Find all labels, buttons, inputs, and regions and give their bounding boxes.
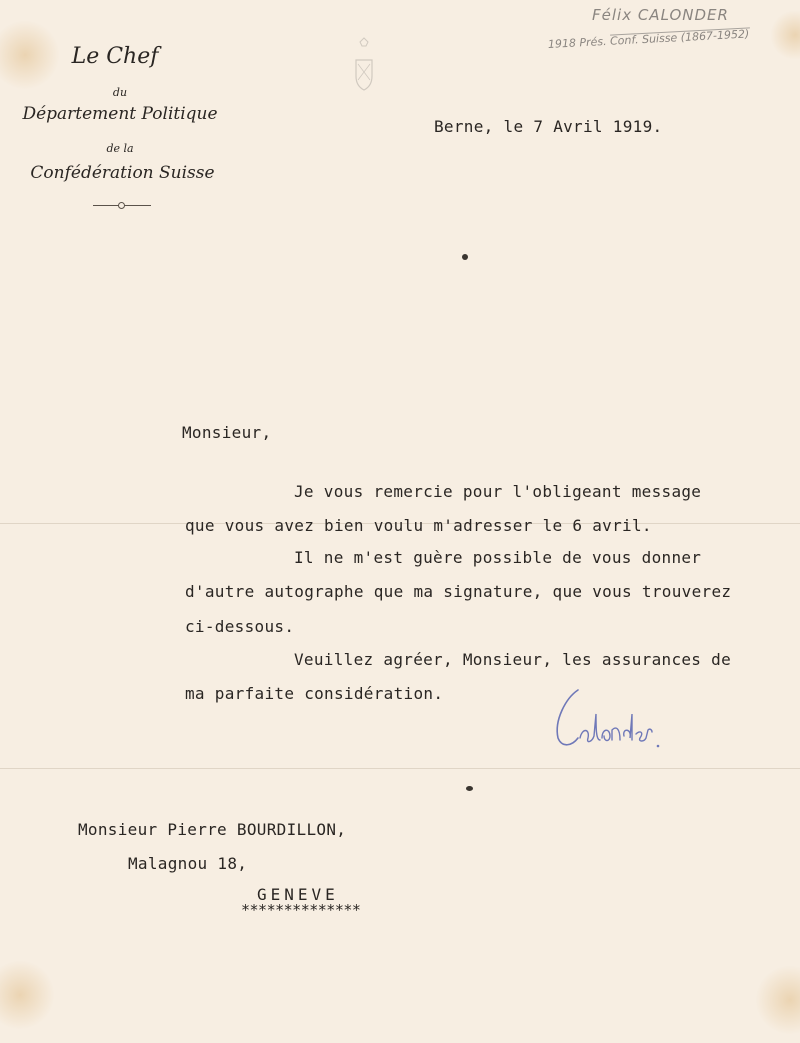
body-line: d'autre autographe que ma signature, que vous trouverez (185, 582, 732, 601)
date-line: Berne, le 7 Avril 1919. (434, 117, 663, 136)
letterhead-department: Département Politique (22, 104, 218, 124)
paper-stain (0, 960, 55, 1030)
address-recipient: Monsieur Pierre BOURDILLON, (78, 820, 347, 839)
body-line: ma parfaite considération. (185, 684, 444, 703)
body-line: Veuillez agréer, Monsieur, les assurances de (294, 650, 732, 669)
letterhead-confederation: Confédération Suisse (30, 163, 215, 183)
body-line: ci-dessous. (185, 617, 295, 636)
paper-stain (770, 10, 800, 60)
body-line: Je vous remercie pour l'obligeant message (294, 482, 702, 501)
pencil-annotation-name: Félix CALONDER (592, 6, 729, 24)
address-city-underline: ************** (241, 901, 361, 919)
punch-mark (462, 254, 468, 260)
letterhead-divider-ornament (118, 202, 125, 209)
paper-stain (755, 965, 800, 1035)
salutation: Monsieur, (182, 423, 272, 442)
paper-stain (0, 20, 60, 90)
fold-line (0, 768, 800, 769)
pencil-annotation-note: 1918 Prés. Conf. Suisse (1867-1952) (547, 27, 750, 51)
address-city: GENEVE (257, 885, 339, 904)
handwritten-signature (548, 684, 668, 760)
body-line: Il ne m'est guère possible de vous donner (294, 548, 702, 567)
embossed-emblem-icon (350, 36, 378, 92)
letterhead-du: du (112, 86, 128, 99)
address-street: Malagnou 18, (128, 854, 248, 873)
body-line: que vous avez bien voulu m'adresser le 6 avril. (185, 516, 652, 535)
letterhead-title: Le Chef (71, 44, 159, 69)
punch-mark (466, 786, 473, 791)
letterhead-de-la: de la (106, 142, 134, 155)
